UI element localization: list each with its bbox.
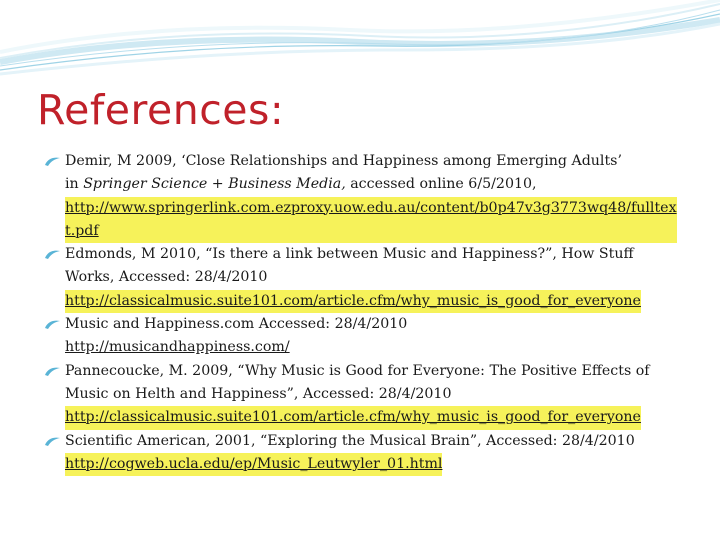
reference-text: Demir, M 2009, ‘Close Relationships and Happiness among Emerging Adults’ (65, 153, 622, 169)
reference-text: accessed online 6/5/2010, (345, 176, 537, 193)
header-wave-decoration (0, 0, 720, 100)
swoosh-icon (44, 436, 61, 447)
reference-italic-text: Springer Science + Business Media, (83, 176, 346, 193)
references-list (44, 150, 684, 476)
swoosh-icon (44, 319, 61, 330)
reference-text: in (65, 176, 84, 193)
reference-link[interactable]: http://classicalmusic.suite101.com/article.cfm/why_music_is_good_for_everyone (65, 406, 641, 429)
reference-item (44, 430, 684, 477)
reference-link[interactable]: http://cogweb.ucla.edu/ep/Music_Leutwyler_01.html (65, 453, 442, 476)
reference-link[interactable]: http://classicalmusic.suite101.com/article.cfm/why_music_is_good_for_everyone (65, 290, 641, 313)
reference-text: Edmonds, M 2010, “Is there a link between Music and Happiness?”, How Stuff Works, Accessed: 28/4/2010 (65, 246, 634, 286)
reference-link[interactable]: http://musicandhappiness.com/ (65, 339, 290, 356)
reference-item (44, 360, 684, 430)
reference-text: Pannecoucke, M. 2009, “Why Music is Good for Everyone: The Positive Effects of Music on Helth and Happiness”, Accessed: 28/4/2010 (65, 362, 650, 402)
slide-title: References: (37, 86, 285, 134)
swoosh-icon (44, 156, 61, 167)
reference-item (44, 150, 684, 243)
reference-link[interactable]: http://www.springerlink.com.ezproxy.uow.edu.au/content/b0p47v3g3773wq48/fulltext.pdf (65, 197, 677, 244)
reference-text: Music and Happiness.com Accessed: 28/4/2010 (65, 316, 408, 333)
swoosh-icon (44, 366, 61, 377)
reference-item (44, 243, 684, 313)
swoosh-icon (44, 249, 61, 260)
reference-text: Scientific American, 2001, “Exploring the Musical Brain”, Accessed: 28/4/2010 (65, 432, 635, 449)
reference-item (44, 313, 684, 360)
